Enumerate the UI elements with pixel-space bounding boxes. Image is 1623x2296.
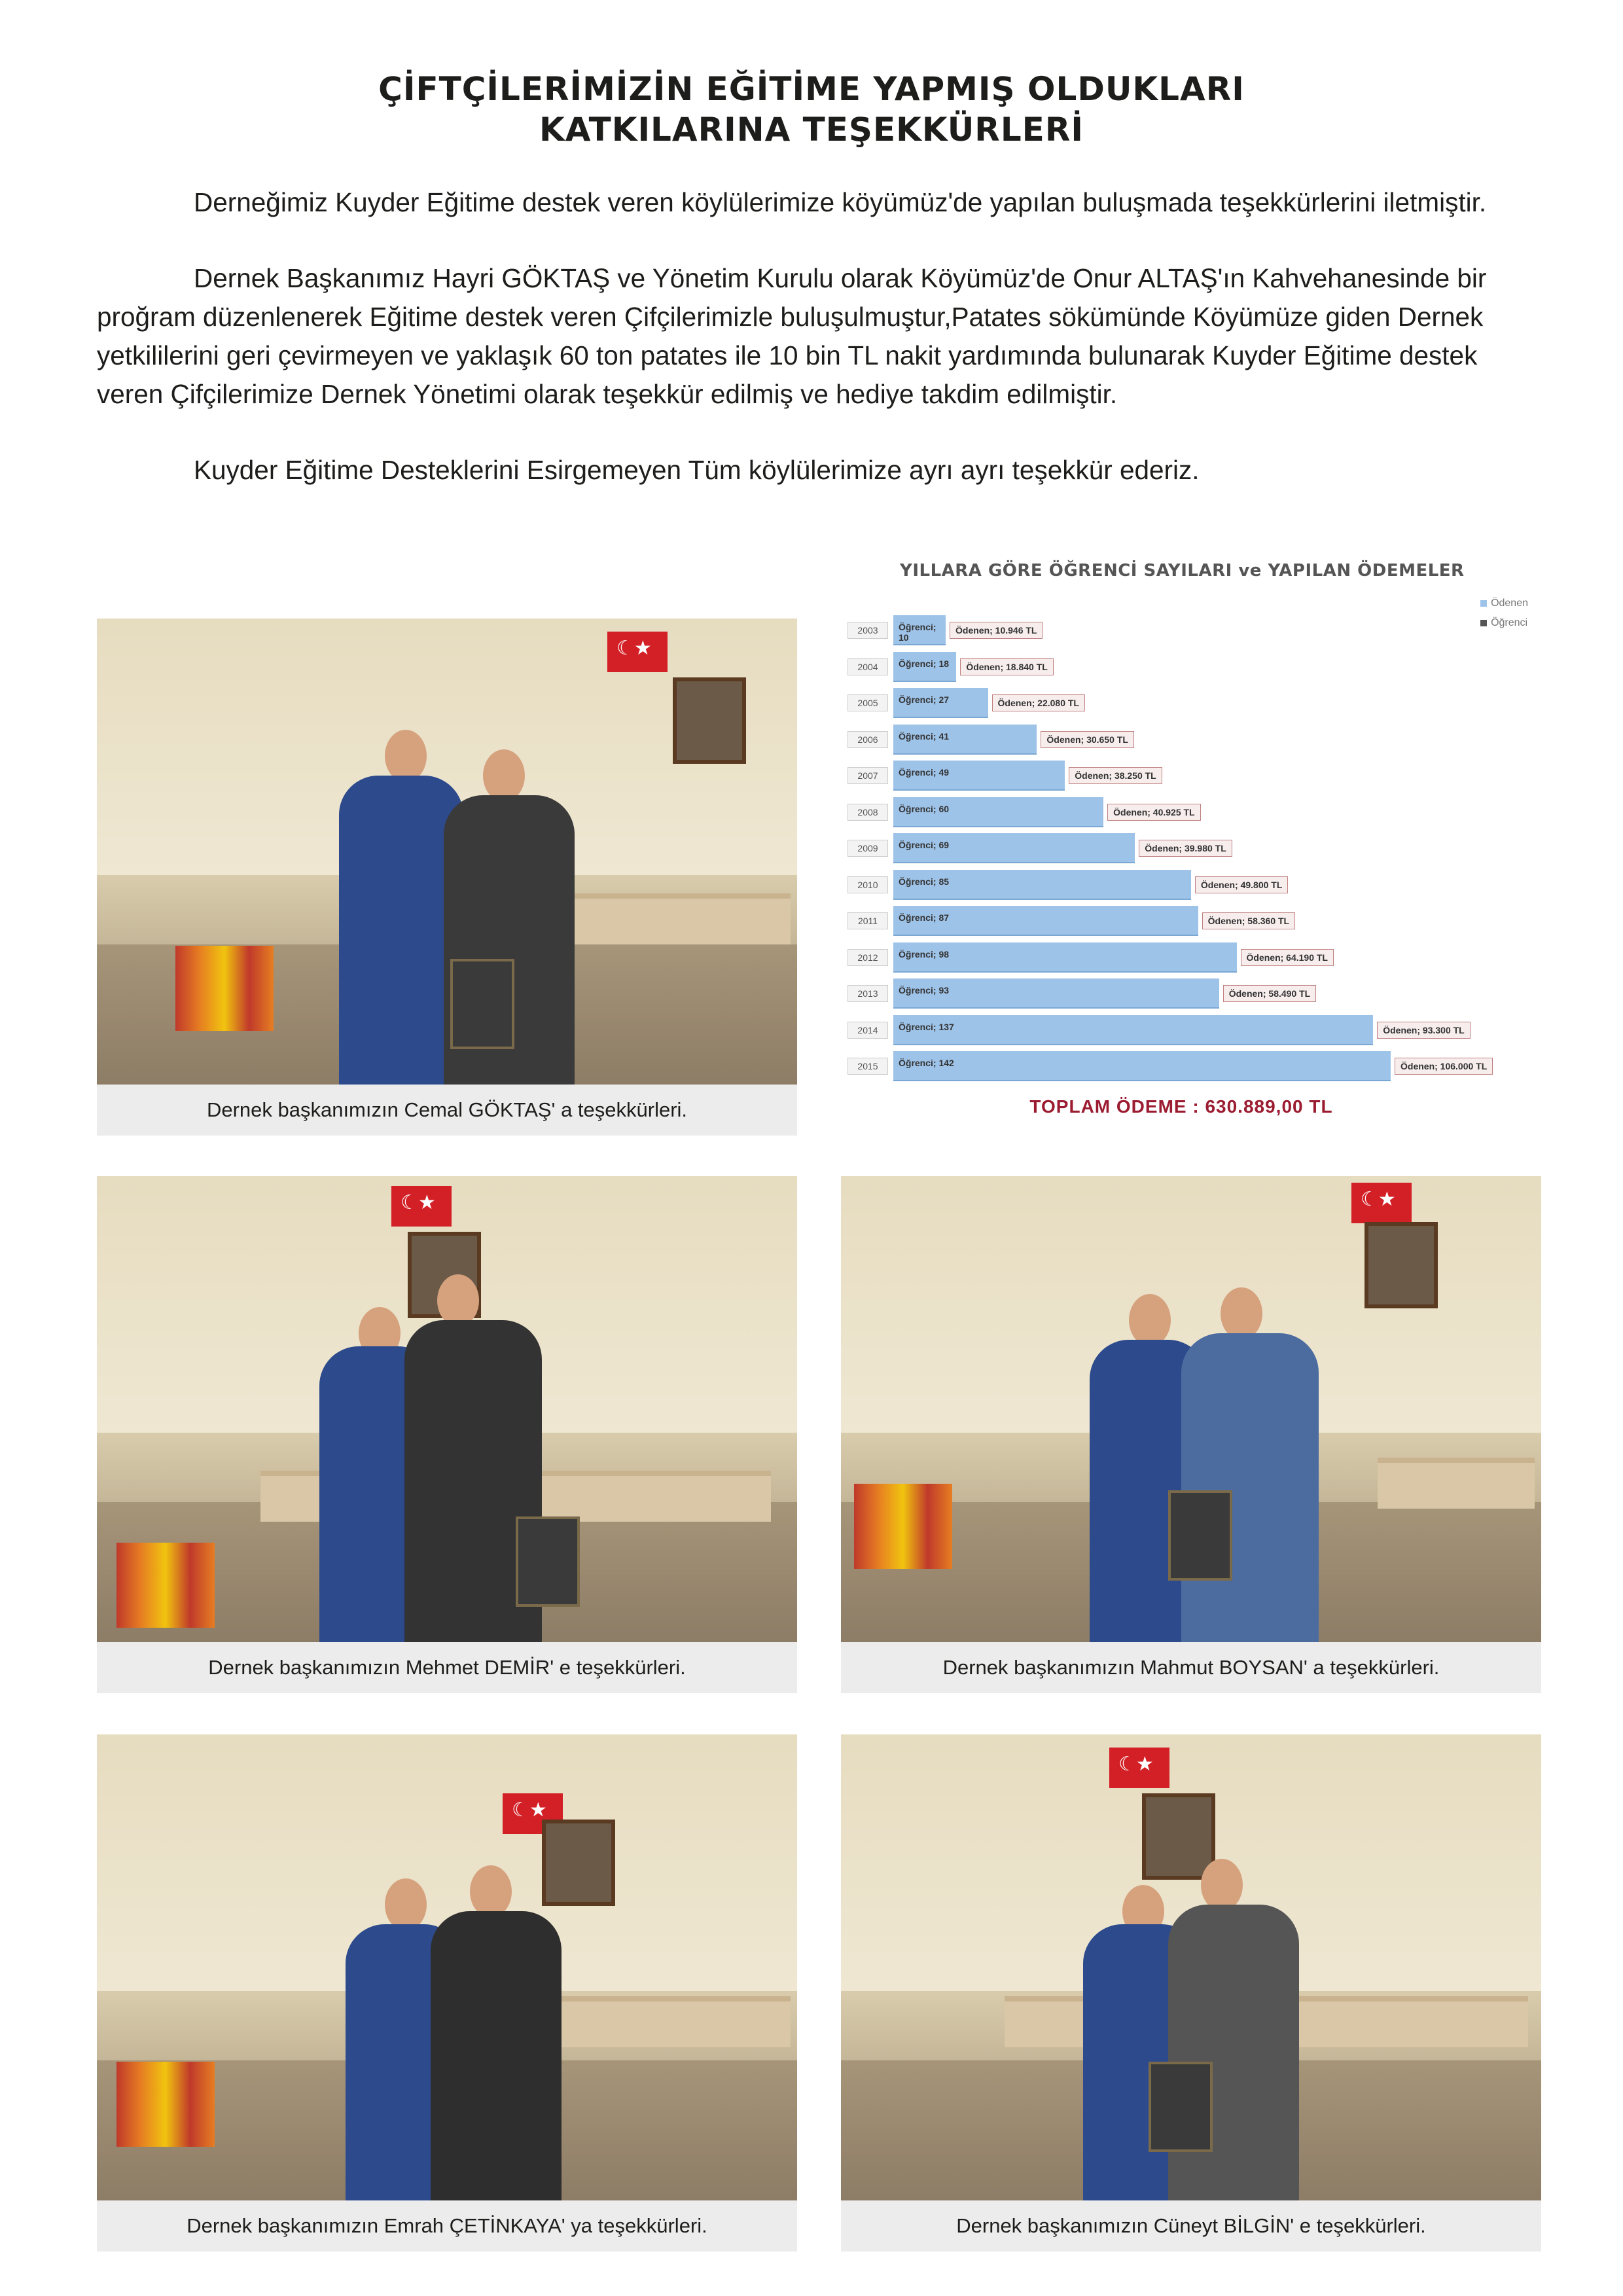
legend-item-paid: Ödenen — [1480, 594, 1528, 613]
student-data-label: Öğrenci; 27 — [899, 694, 950, 705]
title-line-2: KATKILARINA TEŞEKKÜRLERİ — [539, 111, 1084, 149]
student-data-label: Öğrenci; 87 — [899, 912, 950, 923]
year-tick-label: 2004 — [847, 658, 888, 675]
total-payment: TOPLAM ÖDEME : 630.889,00 TL — [1029, 1096, 1333, 1117]
bar — [893, 942, 1237, 973]
student-data-label: Öğrenci; 93 — [899, 985, 950, 996]
legend-item-students: Öğrenci — [1480, 613, 1528, 633]
chart — [828, 547, 1535, 1083]
student-data-label: Öğrenci; 142 — [899, 1058, 954, 1068]
year-tick-label: 2005 — [847, 694, 888, 711]
photo-caption: Dernek başkanımızın Cüneyt BİLGİN' e teşekkürleri. — [841, 2200, 1541, 2251]
photo-caption: Dernek başkanımızın Mahmut BOYSAN' a teşekkürleri. — [841, 1642, 1541, 1693]
bar — [893, 761, 1065, 791]
page-title — [0, 69, 1623, 150]
photo-caption: Dernek başkanımızın Cemal GÖKTAŞ' a teşekkürleri. — [97, 1085, 797, 1136]
bar — [893, 725, 1037, 755]
chart-title: YILLARA GÖRE ÖĞRENCİ SAYILARI ve YAPILAN ÖDEMELER — [900, 561, 1465, 581]
student-data-label: Öğrenci; 49 — [899, 767, 950, 778]
bar — [893, 870, 1191, 900]
payment-data-label: Ödenen; 40.925 TL — [1107, 804, 1200, 821]
photo-emrah-cetinkaya — [97, 1734, 797, 2200]
photo-mahmut-boysan — [841, 1176, 1541, 1642]
payment-data-label: Ödenen; 10.946 TL — [950, 622, 1043, 639]
payment-data-label: Ödenen; 93.300 TL — [1377, 1022, 1470, 1039]
year-tick-label: 2015 — [847, 1058, 888, 1075]
student-data-label: Öğrenci; 60 — [899, 803, 950, 814]
title-line-1: ÇİFTÇİLERİMİZİN EĞİTİME YAPMIŞ OLDUKLARI — [378, 70, 1245, 108]
student-data-label: Öğrenci; 85 — [899, 876, 950, 887]
bar — [893, 978, 1219, 1009]
intro-paragraph: Derneğimiz Kuyder Eğitime destek veren köylülerimize köyümüz'de yapılan buluşmada teşekkürlerini iletmiştir. — [194, 187, 1487, 217]
student-data-label: Öğrenci; 98 — [899, 948, 950, 960]
photo-caption: Dernek başkanımızın Mehmet DEMİR' e teşekkürleri. — [97, 1642, 797, 1693]
photo-cemal-goktas — [97, 619, 797, 1085]
year-tick-label: 2012 — [847, 949, 888, 966]
bar — [893, 833, 1135, 863]
student-data-label: Öğrenci; 137 — [899, 1021, 954, 1032]
bar — [893, 797, 1103, 827]
body-paragraph: Dernek Başkanımız Hayri GÖKTAŞ ve Yönetim Kurulu olarak Köyümüz'de Onur ALTAŞ'ın Kahvehanesinde bir proğram düzenlenerek Eğitime destek veren Çifçilerimizle buluşulmuştur,Patates sökümünde Köyümüze giden Dernek yetkililerini geri çevirmeyen ve yaklaşık 60 ton patates ile 10 bin TL nakit yardımında bulunarak Kuyder Eğitime destek veren Çifçilerimize Dernek Yönetimi olarak teşekkür edilmiş ve hediye takdim edilmiştir. — [97, 263, 1487, 409]
year-tick-label: 2006 — [847, 731, 888, 748]
bar — [893, 688, 988, 718]
year-tick-label: 2011 — [847, 912, 888, 929]
photo-cuneyt-bilgin — [841, 1734, 1541, 2200]
closing-paragraph: Kuyder Eğitime Desteklerini Esirgemeyen Tüm köylülerimize ayrı ayrı teşekkür ederiz. — [194, 455, 1200, 485]
payment-data-label: Ödenen; 22.080 TL — [992, 694, 1085, 711]
student-data-label: Öğrenci; 18 — [899, 658, 950, 669]
payment-data-label: Ödenen; 30.650 TL — [1041, 731, 1133, 748]
year-tick-label: 2008 — [847, 804, 888, 821]
year-tick-label: 2003 — [847, 622, 888, 639]
year-tick-label: 2010 — [847, 876, 888, 893]
bar — [893, 1051, 1391, 1081]
year-tick-label: 2007 — [847, 767, 888, 784]
payment-data-label: Ödenen; 64.190 TL — [1241, 949, 1334, 966]
bar — [893, 906, 1198, 936]
bar — [893, 615, 946, 645]
bar — [893, 1015, 1373, 1045]
payment-data-label: Ödenen; 58.360 TL — [1202, 912, 1295, 929]
photo-mehmet-demir — [97, 1176, 797, 1642]
student-data-label: Öğrenci; 69 — [899, 840, 950, 850]
year-tick-label: 2009 — [847, 840, 888, 857]
payment-data-label: Ödenen; 49.800 TL — [1195, 876, 1288, 893]
year-tick-label: 2014 — [847, 1022, 888, 1039]
year-tick-label: 2013 — [847, 985, 888, 1002]
payment-data-label: Ödenen; 58.490 TL — [1223, 985, 1316, 1002]
bar — [893, 652, 956, 682]
student-data-label: Öğrenci; 10 — [899, 622, 936, 643]
payment-data-label: Ödenen; 106.000 TL — [1395, 1058, 1493, 1075]
photo-caption: Dernek başkanımızın Emrah ÇETİNKAYA' ya teşekkürleri. — [97, 2200, 797, 2251]
chart-legend — [1480, 594, 1528, 633]
payment-data-label: Ödenen; 38.250 TL — [1069, 767, 1162, 784]
payment-data-label: Ödenen; 18.840 TL — [960, 658, 1053, 675]
student-data-label: Öğrenci; 41 — [899, 730, 950, 742]
payment-data-label: Ödenen; 39.980 TL — [1139, 840, 1232, 857]
